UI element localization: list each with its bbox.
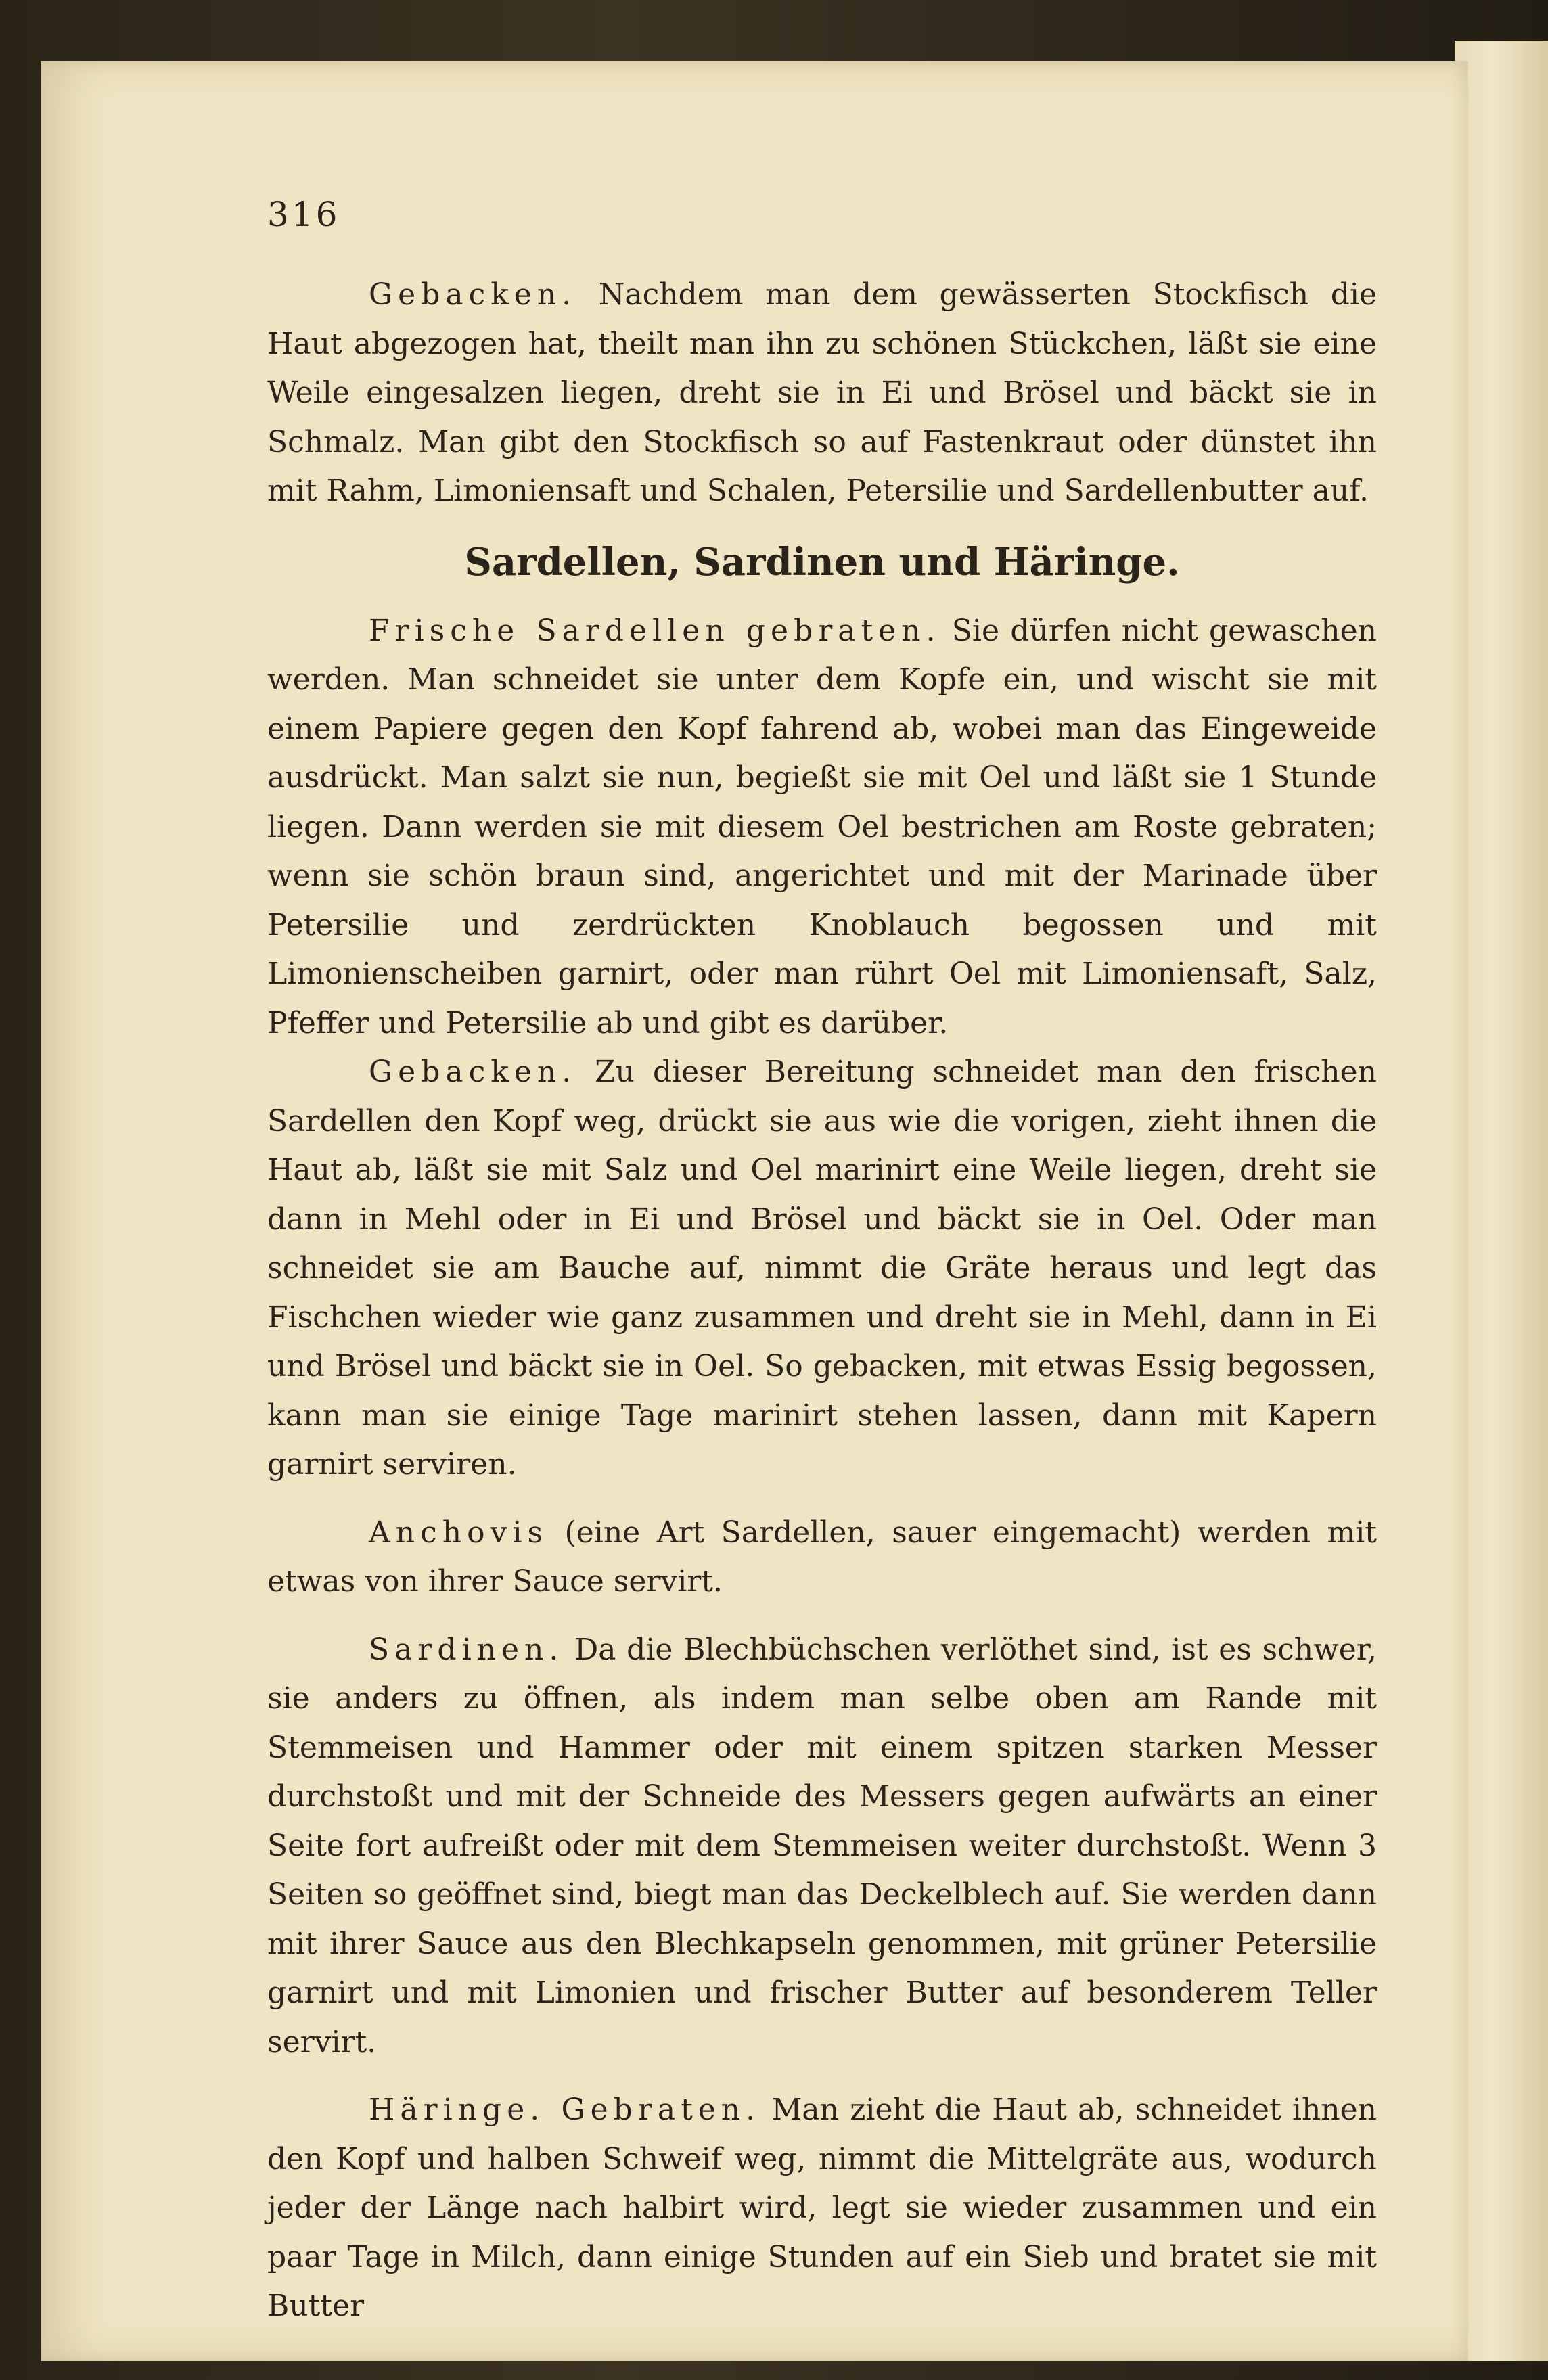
- paragraph-lead: Anchovis: [369, 1515, 549, 1550]
- paragraph-stockfisch-gebacken: [267, 271, 1377, 516]
- page-number: 316: [267, 195, 340, 234]
- paragraph-lead: Häringe. Gebraten.: [369, 2092, 761, 2127]
- paragraph-lead: Gebacken.: [369, 1055, 577, 1089]
- paragraph-lead: Frische Sardellen gebraten.: [369, 613, 941, 648]
- paragraph-body: (eine Art Sardellen, sauer eingemacht) werden mit etwas von ihrer Sauce servirt.: [267, 1515, 1377, 1599]
- section-heading: Sardellen, Sardinen und Häringe.: [464, 539, 1180, 585]
- paragraph-lead: Gebacken.: [369, 277, 577, 312]
- paragraph-lead: Sardinen.: [369, 1632, 564, 1667]
- paragraph-body: Nachdem man dem gewässerten Stockfisch die Haut abgezogen hat, theilt man ihn zu schönen Stückchen, läßt sie eine Weile eingesalzen liegen, dreht sie in Ei und Brösel und bäckt sie in Schmalz. Man gibt den Stockfisch so auf Fastenkraut oder dünstet ihn mit Rahm, Limoniensaft und Schalen, Petersilie und Sardellenbutter auf.: [267, 277, 1377, 508]
- paragraph-sardellen-gebraten: [267, 607, 1377, 1049]
- paragraph-haeringe-gebraten: [267, 2086, 1377, 2331]
- paragraph-sardellen-gebacken: [267, 1048, 1377, 1490]
- paragraph-anchovis: [267, 1509, 1377, 1607]
- page-edge-stack: [1455, 41, 1548, 2361]
- paragraph-body: Man zieht die Haut ab, schneidet ihnen den Kopf und halben Schweif weg, nimmt die Mittelgräte aus, wodurch jeder der Länge nach halbirt wird, legt sie wieder zusammen und ein paar Tage in Milch, dann einige Stunden auf ein Sieb und bratet sie mit Butter: [267, 2092, 1377, 2323]
- paragraph-body: Sie dürfen nicht gewaschen werden. Man schneidet sie unter dem Kopfe ein, und wischt sie mit einem Papiere gegen den Kopf fahrend ab, wobei man das Eingeweide ausdrückt. Man salzt sie nun, begießt sie mit Oel und läßt sie 1 Stunde liegen. Dann werden sie mit diesem Oel bestrichen am Roste gebraten; wenn sie schön braun sind, angerichtet und mit der Marinade über Petersilie und zerdrückten Knoblauch begossen und mit Limonienscheiben garnirt, oder man rührt Oel mit Limoniensaft, Salz, Pfeffer und Petersilie ab und gibt es darüber.: [267, 613, 1377, 1040]
- paragraph-sardinen: [267, 1626, 1377, 2067]
- page-text: [267, 271, 1377, 2331]
- paragraph-body: Da die Blechbüchschen verlöthet sind, ist es schwer, sie anders zu öffnen, als indem man selbe oben am Rande mit Stemmeisen und Hammer oder mit einem spitzen starken Messer durchstoßt und mit der Schneide des Messers gegen aufwärts an einer Seite fort aufreißt oder mit dem Stemmeisen weiter durchstoßt. Wenn 3 Seiten so geöffnet sind, biegt man das Deckelblech auf. Sie werden dann mit ihrer Sauce aus den Blechkapseln genommen, mit grüner Petersilie garnirt und mit Limonien und frischer Butter auf besonderem Teller servirt.: [267, 1632, 1377, 2059]
- paragraph-body: Zu dieser Bereitung schneidet man den frischen Sardellen den Kopf weg, drückt sie aus wie die vorigen, zieht ihnen die Haut ab, läßt sie mit Salz und Oel marinirt eine Weile liegen, dreht sie dann in Mehl oder in Ei und Brösel und bäckt sie in Oel. Oder man schneidet sie am Bauche auf, nimmt die Gräte heraus und legt das Fischchen wieder wie ganz zusammen und dreht sie in Mehl, dann in Ei und Brösel und bäckt sie in Oel. So gebacken, mit etwas Essig begossen, kann man sie einige Tage marinirt stehen lassen, dann mit Kapern garnirt serviren.: [267, 1055, 1377, 1482]
